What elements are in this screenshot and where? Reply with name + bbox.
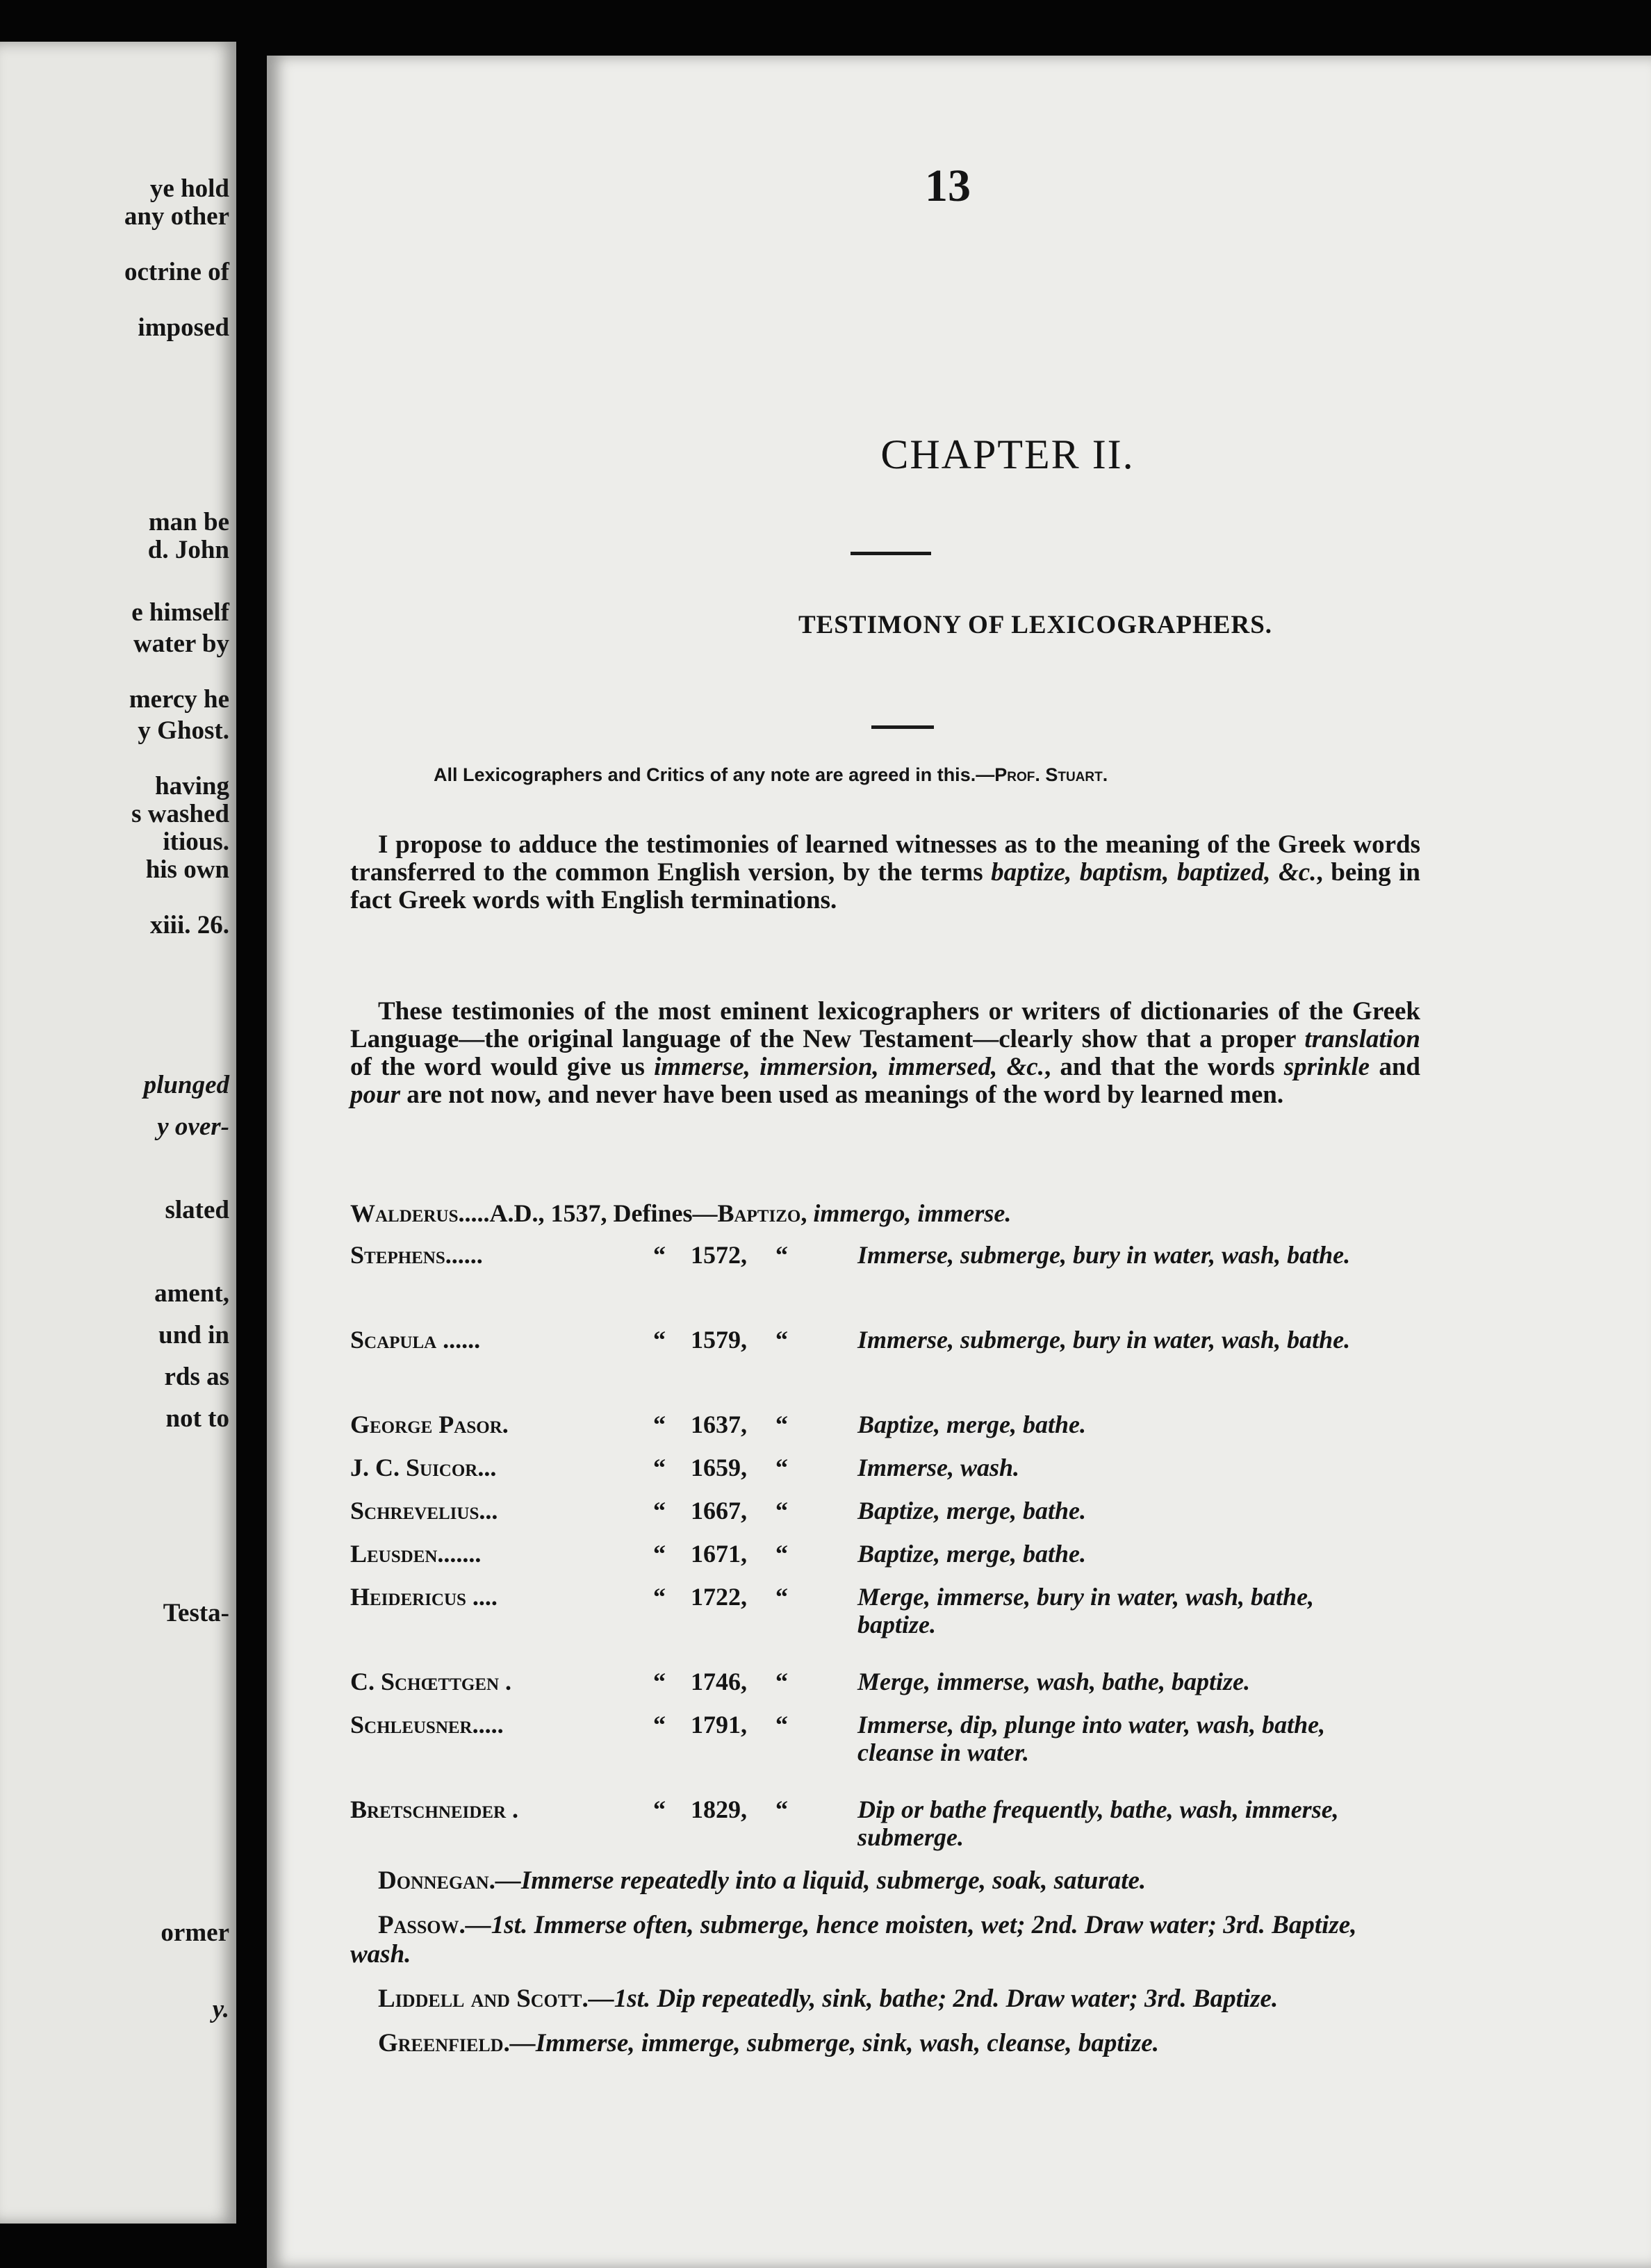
- entry-ditto: “: [653, 1454, 666, 1481]
- epigraph: [434, 764, 1629, 786]
- book-page: [267, 56, 1651, 2268]
- paragraph-text: I propose to adduce the testimonies of learned witnesses as to the meaning of the Greek words transferred to the common English version, by the terms: [350, 830, 1420, 887]
- entry-year: [653, 1711, 747, 1739]
- entry-definition: Immerse, submerge, bury in water, wash, bathe.: [857, 1326, 1351, 1354]
- reference-definition: —Immerse, immerge, submerge, sink, wash, cleanse, baptize.: [509, 2029, 1159, 2057]
- entry-ditto: “: [653, 1711, 666, 1739]
- entry-name: Heidericus ....: [350, 1583, 498, 1611]
- entry-ditto: “: [775, 1411, 788, 1438]
- entry-ditto: “: [775, 1711, 788, 1739]
- paragraph-text: , and that the words: [1044, 1053, 1284, 1081]
- facing-page-fragment: imposed: [138, 313, 229, 342]
- entry-year-value: 1829,: [691, 1796, 747, 1823]
- entry-year: [653, 1454, 747, 1481]
- paragraph-italic: pour: [350, 1080, 400, 1109]
- lexicon-reference: [350, 1984, 1406, 2014]
- entry-ditto: “: [775, 1326, 788, 1354]
- paragraph-testimonies: [350, 998, 1420, 1109]
- entry-name: Walderus: [350, 1199, 459, 1227]
- entry-ditto: “: [653, 1497, 666, 1525]
- entry-name: Schleusner.....: [350, 1711, 504, 1739]
- entry-name: C. Schœttgen .: [350, 1668, 512, 1695]
- facing-page-fragment: e himself: [131, 598, 229, 627]
- entry-year: [653, 1540, 747, 1568]
- entry-ditto: “: [775, 1241, 788, 1269]
- lexicon-reference: [350, 2029, 1406, 2058]
- facing-page-fragment: xiii. 26.: [149, 911, 229, 939]
- entry-name: Leusden.......: [350, 1540, 482, 1568]
- entry-name: Bretschneider .: [350, 1796, 519, 1823]
- entry-year-value: 1746,: [691, 1668, 747, 1695]
- facing-page-fragment: man be: [148, 508, 229, 536]
- facing-page-fragment: rds as: [164, 1363, 229, 1391]
- facing-page-fragment: Testa-: [163, 1599, 229, 1627]
- entry-year-value: 1572,: [691, 1241, 747, 1269]
- paragraph-text: These testimonies of the most eminent lexicographers or writers of dictionaries of the Greek Language—the original language of the New Testament—clearly show that a proper: [350, 997, 1420, 1053]
- entry-ditto: “: [775, 1497, 788, 1525]
- page-number: 13: [925, 161, 971, 211]
- lexicon-entry: [350, 1583, 1393, 1668]
- entry-ditto: “: [775, 1668, 788, 1695]
- entry-year-value: 1637,: [691, 1411, 747, 1438]
- entry-name: George Pasor.: [350, 1411, 509, 1438]
- entry-definition: Immerse, dip, plunge into water, wash, bathe, cleanse in water.: [857, 1711, 1326, 1766]
- entry-year: [653, 1241, 747, 1269]
- entry-ditto: “: [653, 1326, 666, 1354]
- facing-page-fragment: y Ghost.: [138, 716, 229, 745]
- reference-name: Greenfield.: [378, 2029, 510, 2057]
- lexicon-entry: [350, 1540, 1393, 1583]
- reference-name: Liddell and Scott.: [378, 1984, 589, 2013]
- paragraph-intro: [350, 831, 1420, 914]
- reference-definition: —1st. Immerse often, submerge, hence moisten, wet; 2nd. Draw water; 3rd. Baptize, wash.: [350, 1911, 1357, 1969]
- facing-page-fragment: itious.: [163, 828, 229, 856]
- entry-ditto: “: [653, 1796, 666, 1823]
- lexicon-entry: [350, 1326, 1393, 1411]
- epigraph-text: All Lexicographers and Critics of any note are agreed in this.—: [434, 764, 995, 785]
- lexicon-entry: [350, 1199, 1393, 1241]
- lexicon-entry: [350, 1711, 1393, 1796]
- facing-page-fragment: having: [155, 772, 229, 800]
- paragraph-text: , being in fact Greek words with English terminations.: [350, 858, 1421, 914]
- entry-year: [653, 1668, 747, 1695]
- entry-year-value: 1579,: [691, 1326, 747, 1354]
- entry-year: [653, 1796, 747, 1823]
- divider-rule: [851, 552, 931, 555]
- reference-definition: —Immerse repeatedly into a liquid, submerge, soak, saturate.: [495, 1866, 1147, 1895]
- lexicon-entry: [350, 1411, 1393, 1454]
- entry-ditto: “: [775, 1454, 788, 1481]
- entry-ditto: “: [775, 1796, 788, 1823]
- entry-year: [653, 1326, 747, 1354]
- paragraph-italic: translation: [1304, 1025, 1420, 1053]
- entry-ditto: “: [653, 1241, 666, 1269]
- entry-ditto: “: [653, 1668, 666, 1695]
- facing-page-fragment: ament,: [154, 1279, 229, 1308]
- entry-year-value: 1722,: [691, 1583, 747, 1611]
- lexicon-entry: [350, 1241, 1393, 1326]
- paragraph-italic: immerse, immersion, immersed, &c.: [654, 1053, 1044, 1081]
- entry-ditto: “: [653, 1583, 666, 1611]
- paragraph-text: and: [1370, 1053, 1420, 1081]
- entry-definition: Baptize, merge, bathe.: [857, 1411, 1086, 1438]
- facing-page: [0, 42, 236, 2224]
- section-title: TESTIMONY OF LEXICOGRAPHERS.: [798, 611, 1273, 639]
- entry-name: Scapula ......: [350, 1326, 481, 1354]
- facing-page-fragment: octrine of: [124, 258, 229, 286]
- entry-definition: Baptize, merge, bathe.: [857, 1497, 1086, 1525]
- entry-definition: immergo, immerse.: [813, 1199, 1012, 1227]
- lexicon-entry: [350, 1454, 1393, 1497]
- reference-definition: —1st. Dip repeatedly, sink, bathe; 2nd. Draw water; 3rd. Baptize.: [588, 1984, 1279, 2013]
- epigraph-author: Prof. Stuart.: [994, 764, 1108, 785]
- entry-term: Baptizo,: [717, 1199, 814, 1227]
- entry-year-value: 1671,: [691, 1540, 747, 1568]
- entry-ditto: “: [653, 1540, 666, 1568]
- facing-page-fragment: y.: [212, 1995, 229, 2023]
- entry-definition: Immerse, submerge, bury in water, wash, bathe.: [857, 1241, 1351, 1269]
- lexicon-reference: [350, 1866, 1406, 1896]
- facing-page-fragment: plunged: [143, 1071, 229, 1099]
- facing-page-fragment: mercy he: [129, 685, 229, 714]
- facing-page-fragment: not to: [165, 1404, 229, 1433]
- entry-ditto: “: [653, 1411, 666, 1438]
- entry-year: [653, 1497, 747, 1525]
- lexicon-entry: [350, 1668, 1393, 1711]
- entry-year: [653, 1583, 747, 1611]
- facing-page-fragment: ormer: [161, 1918, 229, 1947]
- entry-definition: Baptize, merge, bathe.: [857, 1540, 1086, 1568]
- entry-year-value: 1659,: [691, 1454, 747, 1481]
- entry-ditto: “: [775, 1540, 788, 1568]
- entry-definition: Merge, immerse, wash, bathe, baptize.: [857, 1668, 1250, 1695]
- facing-page-fragment: water by: [133, 630, 229, 658]
- facing-page-fragment: und in: [158, 1321, 229, 1349]
- lexicon-references: [350, 1866, 1406, 2073]
- paragraph-italic: baptize, baptism, baptized, &c.: [991, 858, 1317, 887]
- paragraph-text: of the word would give us: [350, 1053, 655, 1081]
- facing-page-fragment: his own: [145, 855, 229, 884]
- entry-ditto: “: [775, 1583, 788, 1611]
- entry-year-value: 1667,: [691, 1497, 747, 1525]
- facing-page-fragment: d. John: [147, 536, 229, 564]
- lexicon-entry: [350, 1497, 1393, 1540]
- entry-year-value: 1791,: [691, 1711, 747, 1739]
- reference-name: Donnegan.: [378, 1866, 495, 1895]
- chapter-title: CHAPTER II.: [880, 432, 1135, 477]
- entry-definition: Merge, immerse, bury in water, wash, bathe, baptize.: [857, 1583, 1315, 1638]
- facing-page-fragment: slated: [165, 1196, 229, 1224]
- facing-page-fragment: s washed: [131, 800, 229, 828]
- divider-rule: [871, 725, 934, 729]
- facing-page-fragment: y over-: [157, 1112, 229, 1141]
- entry-name: Schrevelius...: [350, 1497, 498, 1525]
- entry-date: .....A.D., 1537, Defines—: [458, 1199, 718, 1227]
- entry-definition: Dip or bathe frequently, bathe, wash, immerse, submerge.: [857, 1796, 1339, 1851]
- reference-name: Passow.: [378, 1911, 466, 1939]
- entry-year: [653, 1411, 747, 1438]
- lexicon-reference: [350, 1911, 1406, 1969]
- lexicon-entries: [350, 1199, 1393, 1880]
- entry-name: Stephens......: [350, 1241, 483, 1269]
- facing-page-fragment: any other: [124, 202, 229, 231]
- paragraph-italic: sprinkle: [1283, 1053, 1370, 1081]
- entry-name: J. C. Suicor...: [350, 1454, 497, 1481]
- facing-page-fragment: ye hold: [149, 174, 229, 203]
- entry-definition: Immerse, wash.: [857, 1454, 1020, 1481]
- paragraph-text: are not now, and never have been used as meanings of the word by learned men.: [400, 1080, 1284, 1109]
